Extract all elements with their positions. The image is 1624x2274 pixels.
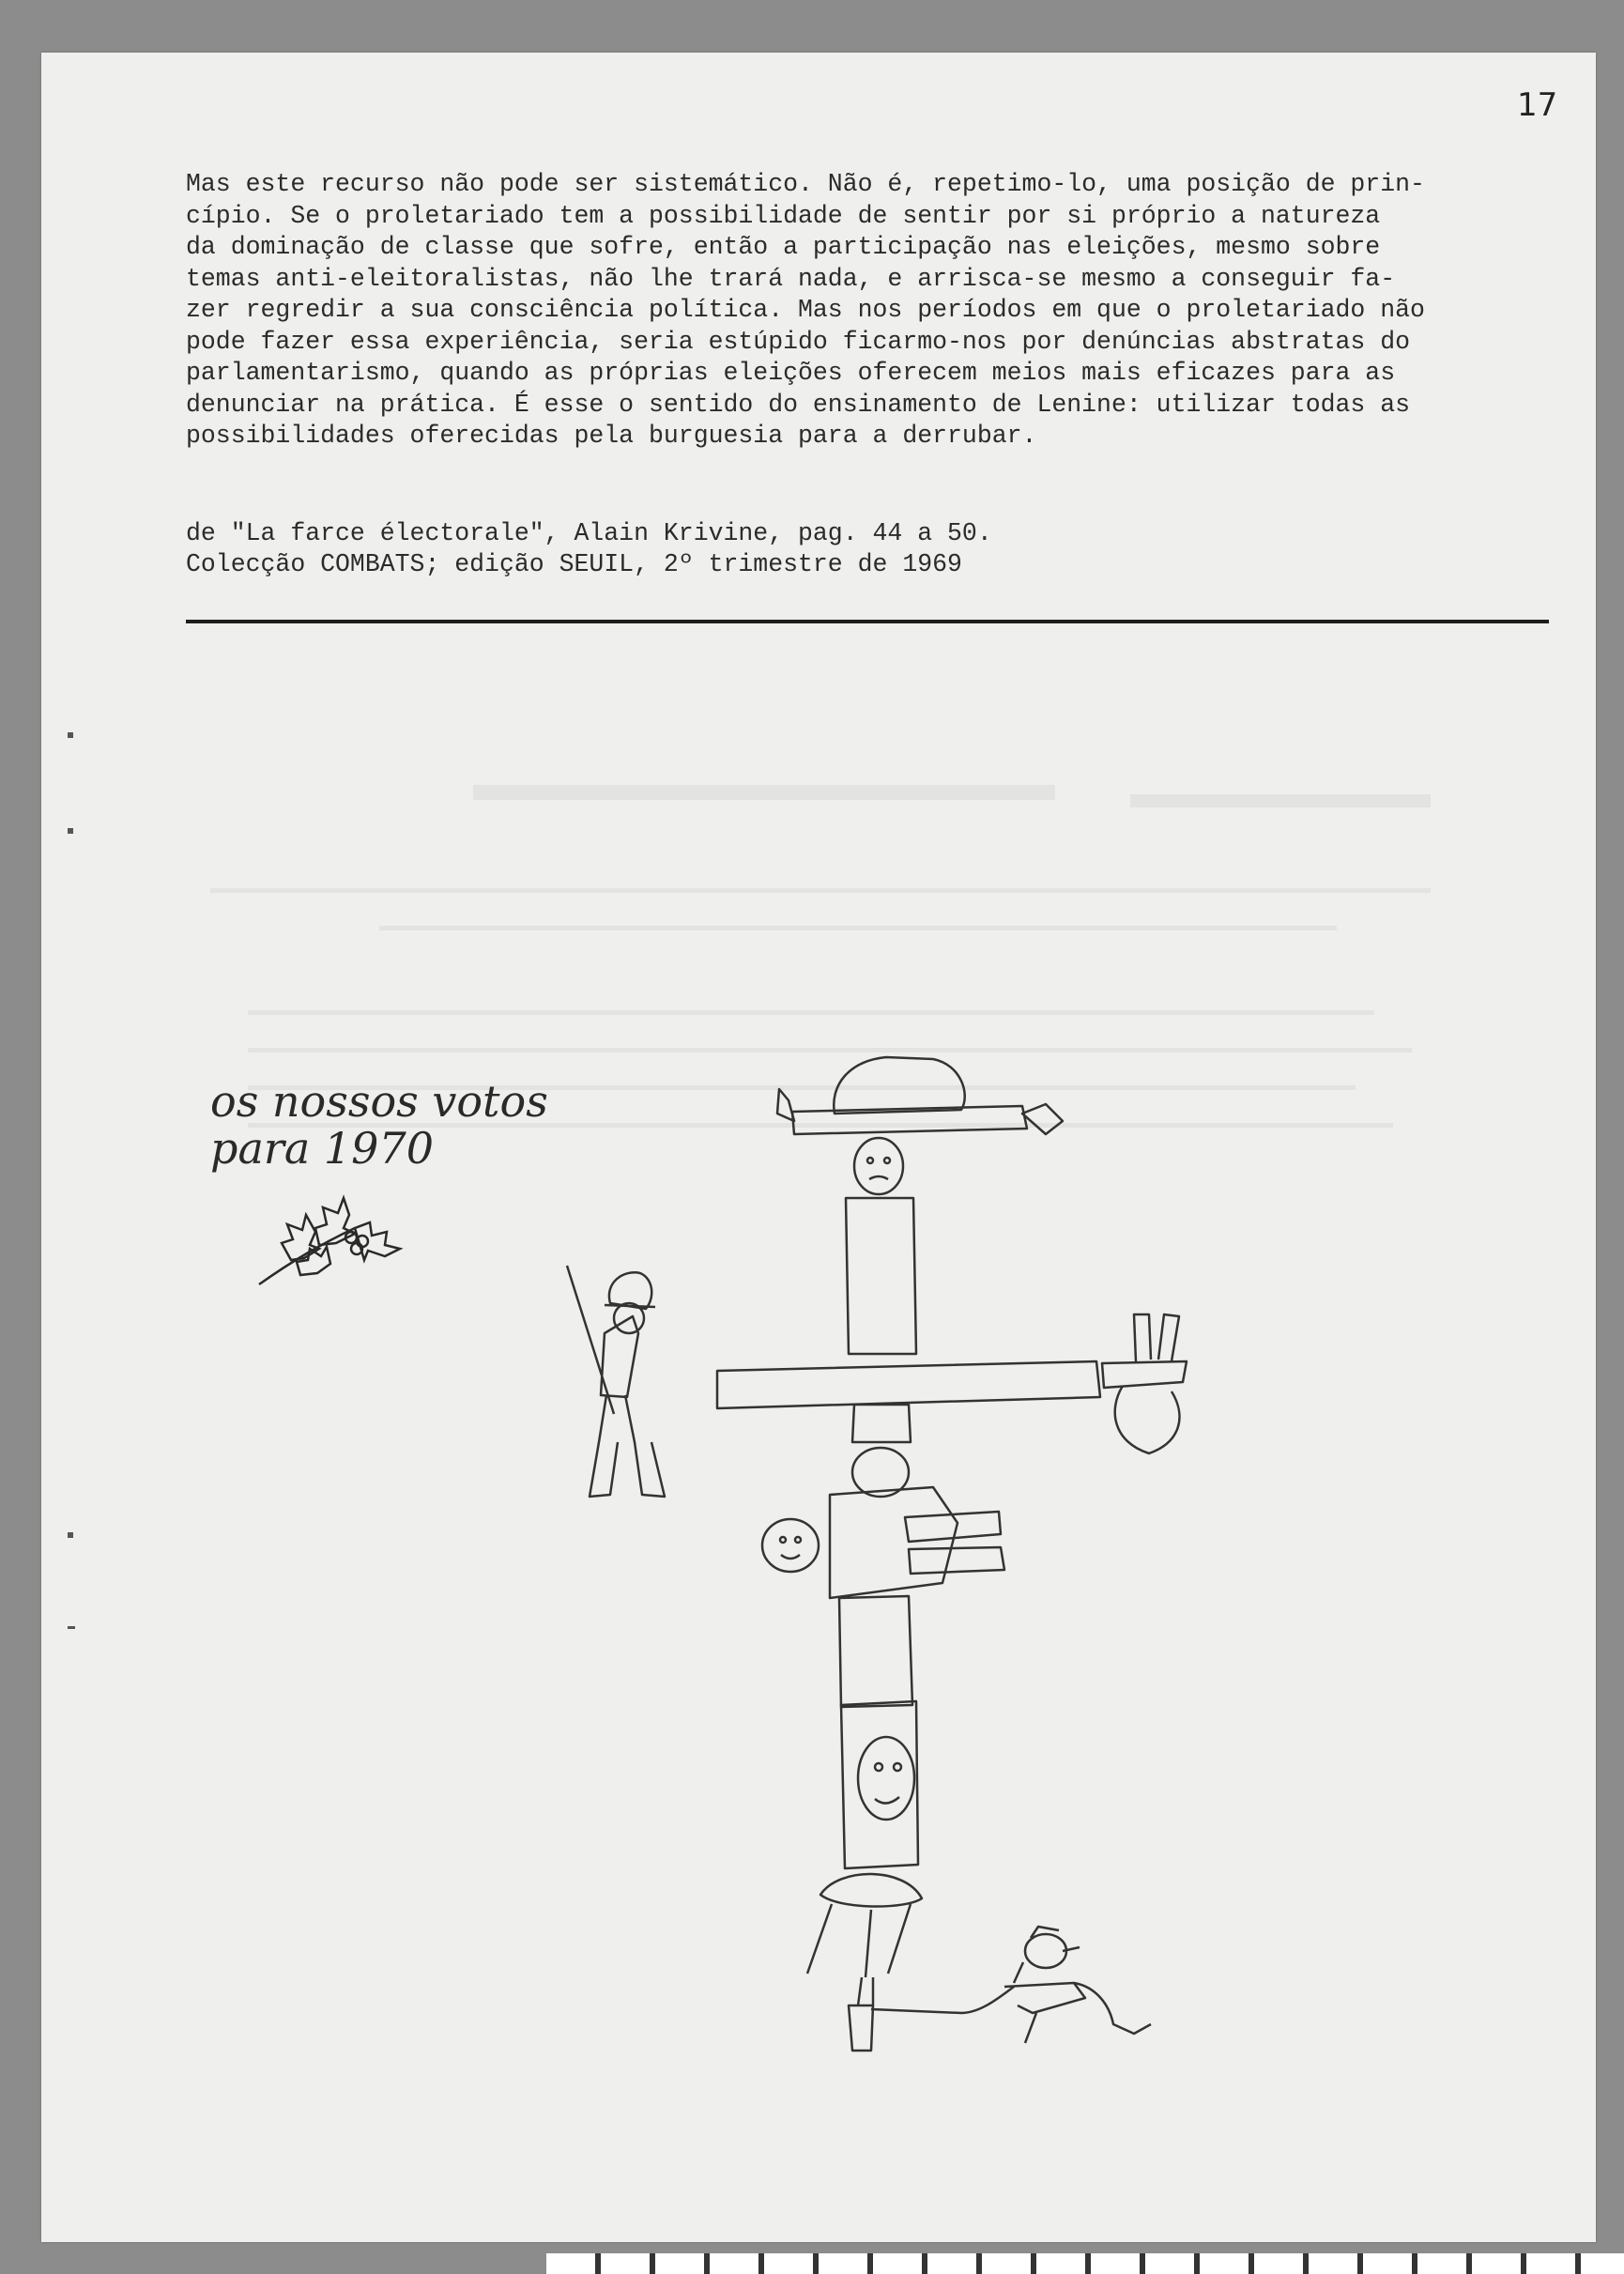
source-citation	[186, 518, 1500, 580]
greeting-line: para 1970	[210, 1123, 434, 1174]
paragraph-line: parlamentarismo, quando as próprias eleições oferecem meios mais eficazes para as	[186, 359, 1396, 387]
greeting-line: os nossos votos	[210, 1076, 548, 1127]
paragraph-line: cípio. Se o proletariado tem a possibilidade de sentir por si próprio a natureza	[186, 201, 1381, 230]
paragraph-line: temas anti-eleitoralistas, não lhe trará nada, e arrisca-se mesmo a conseguir fa-	[186, 264, 1396, 293]
body-paragraph	[186, 169, 1613, 453]
cartoon-illustration-icon	[548, 1048, 1280, 2081]
page-number: 17	[1517, 86, 1558, 124]
citation-line: de "La farce électorale", Alain Krivine, pag. 44 a 50.	[186, 519, 992, 547]
paragraph-line: zer regredir a sua consciência política. Mas nos períodos em que o proletariado não	[186, 296, 1425, 324]
paragraph-line: da dominação de classe que sofre, então a participação nas eleições, mesmo sobre	[186, 233, 1381, 261]
handwritten-greeting	[210, 1078, 548, 1172]
paragraph-line: pode fazer essa experiência, seria estúpido ficarmo-nos por denúncias abstratas do	[186, 327, 1411, 356]
paragraph-line: possibilidades oferecidas pela burguesia para a derrubar.	[186, 422, 1037, 450]
citation-line: Colecção COMBATS; edição SEUIL, 2º trimestre de 1969	[186, 550, 962, 578]
paragraph-line: Mas este recurso não pode ser sistemático. Não é, repetimo-lo, uma posição de prin-	[186, 170, 1425, 198]
divider-rule	[186, 620, 1549, 623]
paragraph-line: denunciar na prática. É esse o sentido do ensinamento de Lenine: utilizar todas as	[186, 390, 1411, 419]
holly-sprig-icon	[253, 1187, 441, 1290]
document-page	[41, 53, 1596, 2242]
scan-scale-bar	[546, 2253, 1624, 2274]
